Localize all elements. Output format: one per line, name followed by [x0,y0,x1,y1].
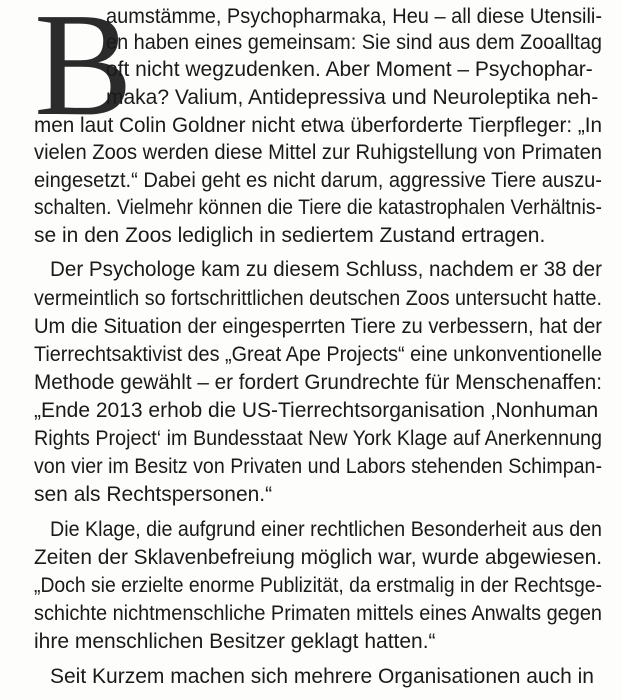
text-line-23 [0,629,621,655]
text-line-12 [0,314,621,340]
text-line-20 [0,545,621,571]
text-line-2 [0,30,621,56]
text-line-9 [0,223,621,249]
text-line-19 [0,517,621,543]
text-line-13 [0,342,621,368]
text-line-24 [0,664,621,690]
line-text: se in den Zoos lediglich in sediertem Zustand ertragen. [34,224,546,247]
line-text: schichte nichtmenschliche Primaten mittels eines Anwalts gegen [34,602,602,625]
text-line-14 [0,370,621,396]
line-text: von vier im Besitz von Privaten und Labors stehenden Schimpan- [34,455,602,478]
text-line-5 [0,113,621,139]
text-line-1 [0,4,621,30]
line-text: maka? Valium, Antidepressiva und Neuroleptika neh- [106,86,599,109]
text-line-15 [0,398,621,424]
line-text: men laut Colin Goldner nicht etwa überforderte Tierpfleger: „In [34,114,602,137]
text-line-18 [0,482,621,508]
text-line-8 [0,195,621,221]
text-line-11 [0,286,621,312]
line-text: sen als Rechtspersonen.“ [34,483,273,506]
text-line-6 [0,140,621,166]
line-text: oft nicht wegzudenken. Aber Moment – Psychophar- [106,58,593,81]
line-text: ihre menschlichen Besitzer geklagt hatten.“ [34,630,436,653]
line-text: Die Klage, die aufgrund einer rechtlichen Besonderheit aus den [50,518,602,541]
line-text: Der Psychologe kam zu diesem Schluss, nachdem er 38 der [50,258,602,281]
line-text: Um die Situation der eingesperrten Tiere zu verbessern, hat der [34,315,602,338]
line-text: Seit Kurzem machen sich mehrere Organisationen auch in [50,665,594,688]
line-text: vielen Zoos werden diese Mittel zur Ruhigstellung von Primaten [34,141,602,164]
drop-cap: B [34,0,133,147]
text-line-17 [0,454,621,480]
text-line-21 [0,573,621,599]
line-text: Tierrechtsaktivist des „Great Ape Projects“ eine unkonventionelle [34,343,602,366]
text-line-22 [0,601,621,627]
line-text: en haben eines gemeinsam: Sie sind aus dem Zooalltag [106,31,602,54]
text-line-3 [0,57,621,83]
line-text: Methode gewählt – er fordert Grundrechte für Menschenaffen: [34,371,602,394]
text-line-16 [0,426,621,452]
line-text: vermeintlich so fortschrittlichen deutschen Zoos untersucht hatte. [34,287,602,310]
line-text: „Ende 2013 erhob die US-Tierrechtsorganisation ‚Nonhuman [34,399,599,422]
line-text: Rights Project‘ im Bundesstaat New York Klage auf Anerkennung [34,427,602,450]
line-text: schalten. Vielmehr können die Tiere die katastrophalen Verhältnis- [34,196,602,219]
text-line-4 [0,85,621,111]
line-text: eingesetzt.“ Dabei geht es nicht darum, aggressive Tiere auszu- [34,169,602,192]
line-text: aumstämme, Psychopharmaka, Heu – all diese Utensili- [106,5,602,28]
line-text: „Doch sie erzielte enorme Publizität, da erstmalig in der Rechtsge- [34,574,602,597]
line-text: Zeiten der Sklavenbefreiung möglich war, wurde abgewiesen. [34,546,602,569]
text-line-10 [0,257,621,283]
text-line-7 [0,168,621,194]
